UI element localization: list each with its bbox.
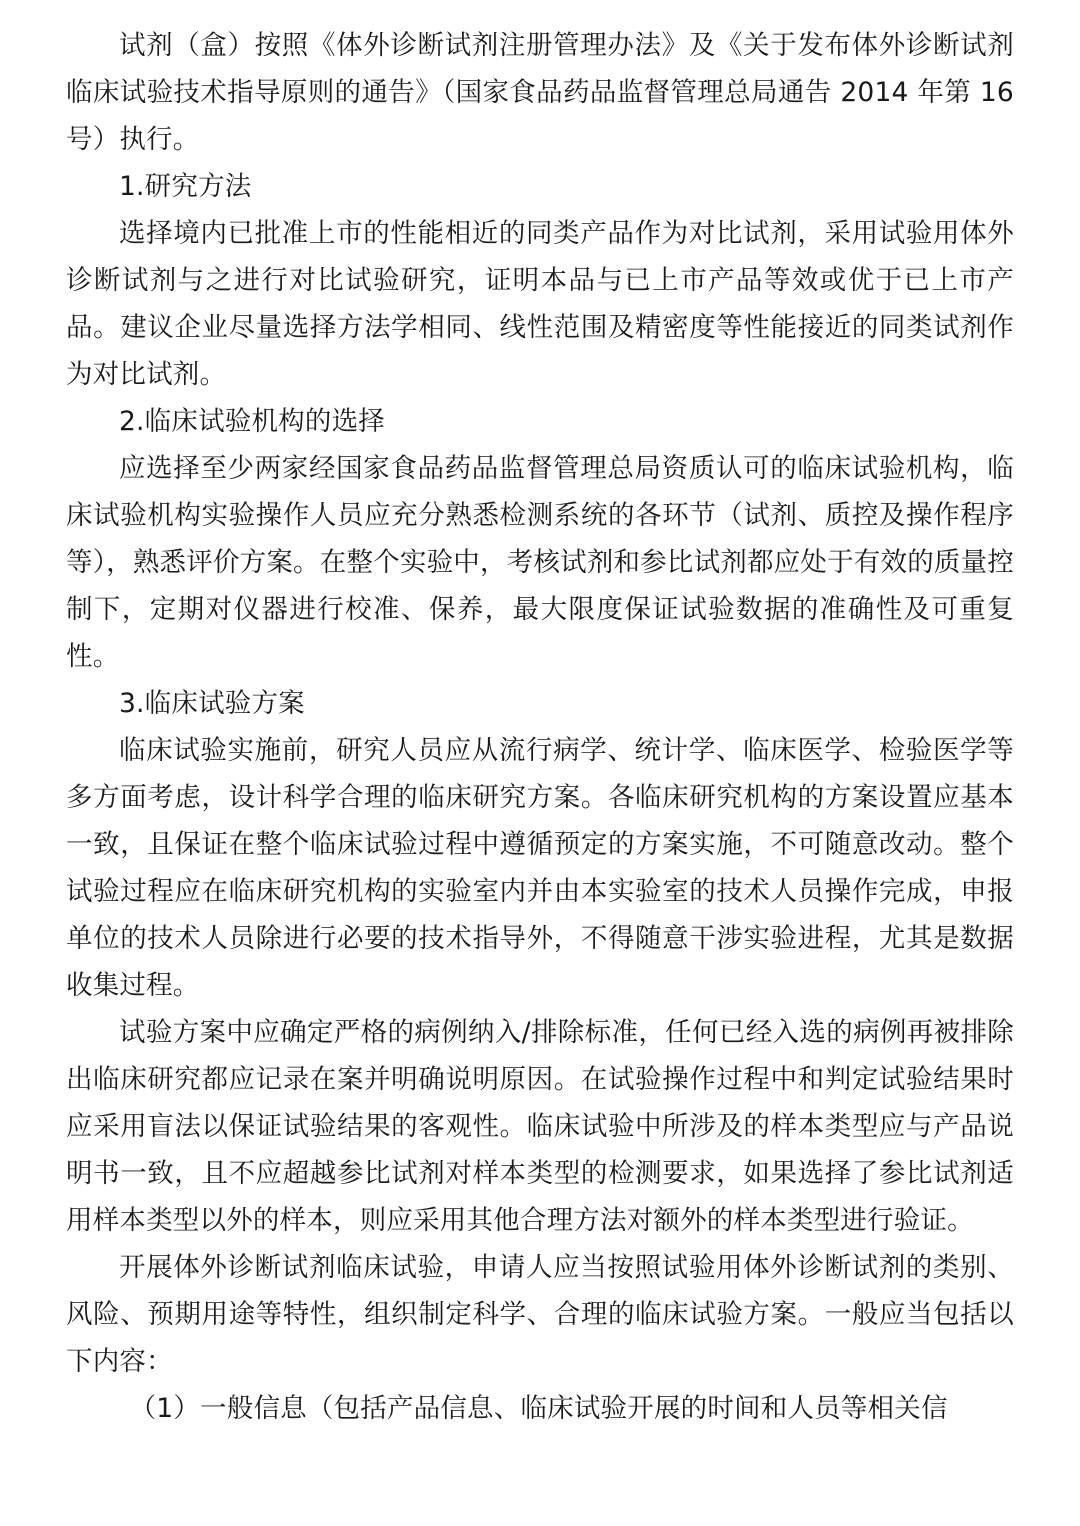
paragraph-inclusion-exclusion: 试验方案中应确定严格的病例纳入/排除标准，任何已经入选的病例再被排除出临床研究都应记录在案并明确说明原因。在试验操作过程中和判定试验结果时应采用盲法以保证试验结果的客观性。临床试验中所涉及的样本类型应与产品说明书一致，且不应超越参比试剂对样本类型的检测要求，如果选择了参比试剂适用样本类型以外的样本，则应采用其他合理方法对额外的样本类型进行验证。 [66, 1017, 1014, 1236]
paragraph-trial-protocol-design: 临床试验实施前，研究人员应从流行病学、统计学、临床医学、检验医学等多方面考虑，设计科学合理的临床研究方案。各临床研究机构的方案设置应基本一致，且保证在整个临床试验过程中遵循预定的方案实施，不可随意改动。整个试验过程应在临床研究机构的实验室内并由本实验室的技术人员操作完成，申报单位的技术人员除进行必要的技术指导外，不得随意干涉实验进程，尤其是数据收集过程。 [66, 735, 1014, 1001]
list-item-general-info: （1）一般信息（包括产品信息、临床试验开展的时间和人员等相关信 [129, 1393, 948, 1424]
heading-institution-selection: 2.临床试验机构的选择 [119, 406, 385, 437]
paragraph-research-method: 选择境内已批准上市的性能相近的同类产品作为对比试剂，采用试验用体外诊断试剂与之进行对比试验研究，证明本品与已上市产品等效或优于已上市产品。建议企业尽量选择方法学相同、线性范围及精密度等性能接近的同类试剂作为对比试剂。 [66, 218, 1014, 390]
paragraph-registration-basis: 试剂（盒）按照《体外诊断试剂注册管理办法》及《关于发布体外诊断试剂临床试验技术指导原则的通告》（国家食品药品监督管理总局通告 2014 年第 16 号）执行。 [66, 30, 1014, 155]
paragraph-protocol-contents: 开展体外诊断试剂临床试验，申请人应当按照试验用体外诊断试剂的类别、风险、预期用途等特性，组织制定科学、合理的临床试验方案。一般应当包括以下内容： [66, 1252, 1014, 1377]
heading-research-method: 1.研究方法 [119, 171, 252, 202]
heading-trial-protocol: 3.临床试验方案 [119, 688, 305, 719]
paragraph-institution-selection: 应选择至少两家经国家食品药品监督管理总局资质认可的临床试验机构，临床试验机构实验操作人员应充分熟悉检测系统的各环节（试剂、质控及操作程序等），熟悉评价方案。在整个实验中，考核试剂和参比试剂都应处于有效的质量控制下，定期对仪器进行校准、保养，最大限度保证试验数据的准确性及可重复性。 [66, 453, 1014, 672]
